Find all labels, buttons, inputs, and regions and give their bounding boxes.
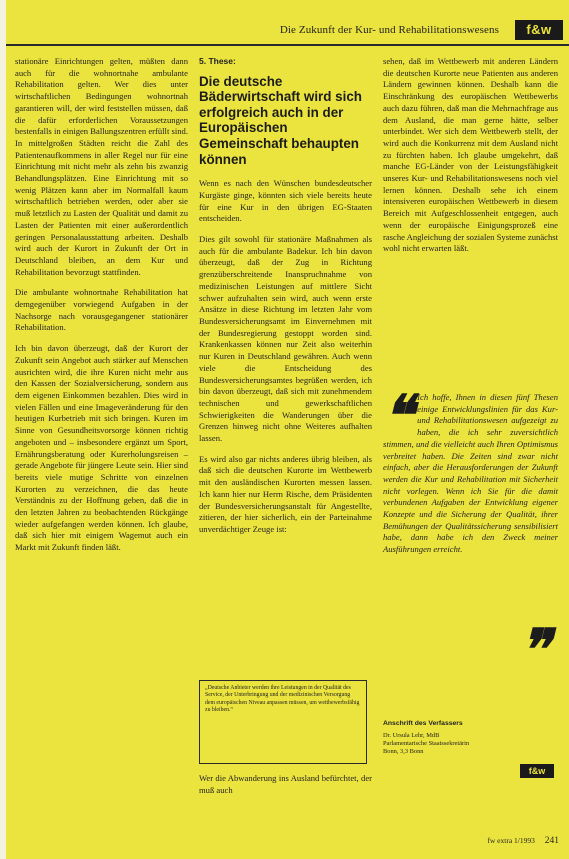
magazine-logo: f&w (515, 20, 563, 40)
header-title: Die Zukunft der Kur- und Rehabilitationswesens (279, 24, 499, 36)
page-margin (0, 0, 6, 859)
column-2 (199, 56, 372, 534)
close-quote-mark-icon: ❞ (519, 617, 550, 683)
page-number: 241 (544, 836, 559, 846)
column-3 (383, 56, 558, 386)
contact-line: Bonn, 3,3 Bonn (383, 748, 424, 755)
column-2-bottom (199, 773, 372, 839)
contact-line: Parlamentarische Staatssekretärin (383, 740, 470, 747)
paragraph: stationäre Einrichtungen gelten, müßten dann auch für die wohnortnahe ambulante Rehabilitation gelten. Wer dies unter wirtschaftlichen Bedingungen wohnortnah garantieren will, der wird feststellen müssen, daß die dafür erforderlichen Voraussetzungen bestenfalls in einigen Ballungszentren erfüllt sind. In mittelgroßen Städten reicht die Zahl des Patientenaufkommens in aller Regel nur für eine Einrichtung mit nicht mehr als zehn bis zwanzig Behandlungsplätzen. Eine Einrichtung mit so wenig Plätzen kann aber im Normalfall kaum wirtschaftlich betrieben werden, oder aber sie muß letztlich zu Lasten der Qualität und damit zu Lasten der Patienten mit einer außerordentlich geringen Personalausstattung arbeiten. Deshalb wird auch der Kurort in Zukunft der Ort in Deutschland bleiben, an dem Kur und Rehabilitation bevorzugt stattfinden. (15, 56, 188, 277)
closing-quote-text: Ich hoffe, Ihnen in diesen fünf Thesen einige Entwicklungslinien für das Kur- und Rehabilitationswesen aufgezeigt zu haben, die ich sehr zuversichtlich stimmen, und die vielleicht auch Ihren Optimismus verbreitet haben. Die Zeiten sind zwar nicht einfach, aber die Herausforderungen der Zukunft werden die Kur und Rehabilitation mit Sicherheit nicht vorlegen. Wenn ich Sie für die damit verbundenen Aufgaben der Entwicklung eigener Konzepte und die Sicherung der Qualität, ihrer Bemühungen der Qualitätssicherung sensibilisiert habe, dann habe ich den Zweck meiner Ausführungen erreicht. (383, 392, 558, 555)
paragraph: Die ambulante wohnortnahe Rehabilitation hat demgegenüber vorwiegend Aufgaben in der Nachsorge nach vorausgegangener stationärer Rehabilitation. (15, 287, 188, 333)
closing-quote (383, 383, 558, 692)
page-footer (487, 836, 559, 846)
paragraph: Wer die Abwanderung ins Ausland befürchtet, der muß auch (199, 773, 372, 795)
paragraph: sehen, daß im Wettbewerb mit anderen Ländern die deutschen Kurorte neue Patienten aus anderen Ländern gewinnen können. Deshalb kann die Einschränkung des europäischen Wettbewerbs auch dazu führen, daß man die Mehrnachfrage aus dem Ausland, die man gerne hätte, selber unterbindet. Wer sich dem Wettbewerb stellt, der wird auch die Konkurrenz mit dem Ausland nicht zu fürchten haben. Ich glaube umgekehrt, daß manche EG-Länder von der Leistungsfähigkeit unseres Kur- und Rehabilitationswesens noch viel lernen können. Deshalb sehe ich einem intensiveren europäischen Wettbewerb in diesem Bereich mit Aufgeschlossenheit entgegen, auch wenn der europäische Einigungsprozeß eine rasche Angleichung der sozialen Systeme zunächst wohl nicht erwarten läßt. (383, 56, 558, 254)
contact-title: Anschrift des Verfassers (383, 720, 463, 727)
open-quote-mark-icon: ❝ (383, 383, 414, 449)
paragraph: Ich bin davon überzeugt, daß der Kurort der Zukunft sein Angebot auch stärker auf Menschen ausrichten wird, die ihre Kuren nicht mehr aus den Kassen der Sozialversicherung, sondern aus dem eigenen Einkommen bezahlen. Dies wird in vielen Fällen und eine Imageveränderung für den heutigen Kurbetrieb mit sich bringen. Kuren im Sinne von Gesundheitsvorsorge können richtig angeboten und – insbesondere ergänzt um Sport, Ernährungsberatung oder Kurerholungsreisen – gerade Angebote für jüngere Leute sein. Hier sind bereits viele mutige Schritte von einzelnen Kurorten zu verzeichnen, die das heute Verständnis zu der Hoffnung geben, daß die in den letzten Jahren zu beobachtenden Rückgänge wieder aufgefangen werden können. Ich glaube, daß sich hier mit einigem Wagemut auch ein Markt mit Zukunft finden läßt. (15, 343, 188, 553)
paragraph: Es wird also gar nichts anderes übrig bleiben, als daß sich die deutschen Kurorte im Wettbewerb mit den ausländischen Kurorten messen lassen. Ich kann hier nur Herrn Rische, dem Präsidenten der Bundesversicherungsanstalt für Angestellte, zitieren, der hier sicherlich, ein der Parteinahme unverdächtiger Zeuge ist: (199, 453, 372, 534)
thesis-label: 5. These: (199, 56, 236, 66)
quote-box: „Deutsche Anbieter werden ihre Leistungen in der Qualität des Service, der Unterbringung und der medizinischen Versorgung dem europäischen Niveau anpassen müssen, um wettbewerbsfähig zu bleiben.“ (199, 680, 367, 764)
issue-label: fw extra 1/1993 (487, 836, 535, 845)
paragraph: Wenn es nach den Wünschen bundesdeutscher Kurgäste ginge, könnten sich viele bereits heute für eine Kur in den übrigen EG-Staaten entscheiden. (199, 178, 372, 224)
thesis-headline: Die deutsche Bäderwirtschaft wird sich erfolgreich auch in der Europäischen Gemeinschaft behaupten können (199, 73, 362, 167)
contact-line: Dr. Ursula Lehr, MdB (383, 732, 440, 739)
column-1 (15, 56, 188, 836)
paragraph: Dies gilt sowohl für stationäre Maßnahmen als auch für die ambulante Badekur. Ich bin davon überzeugt, daß der Zug in Richtung grenzüberschreitende Inanspruchnahme von medizinischen Leistungen auf mittlere Sicht schwer aufzuhalten sein wird, auch wenn erste Ansätze in diese Richtung im letzten Jahr vom Bundesversicherungsamt im Einvernehmen mit der Bundesregierung gestoppt worden sind. Krankenkassen können nur Zeit also weiterhin nur Kuren in Deutschland gewähren. Auch wenn viele die Entscheidung des Bundesversicherungsamtes begrüßen werden, ich bin davon überzeugt, daß sich mit zunehmendem technischen und gewerkschaftlichen Schwierigkeiten die Wanderungen über die Grenzen hinweg nicht ohne Weiteres aufhalten lassen. (199, 234, 372, 444)
author-contact (383, 720, 558, 800)
contact-logo: f&w (520, 764, 554, 778)
page-header (6, 0, 569, 46)
